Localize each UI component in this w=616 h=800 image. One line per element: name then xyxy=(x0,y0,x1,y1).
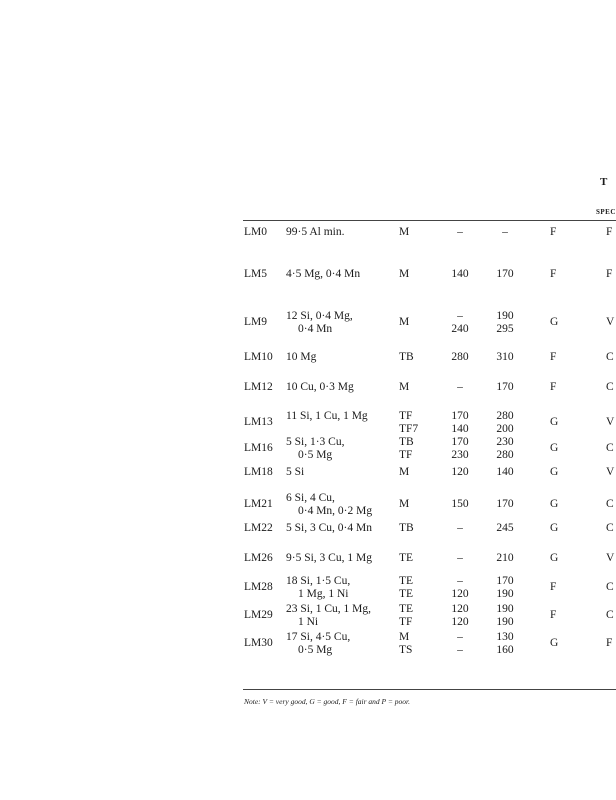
rating-a: G xyxy=(550,498,559,510)
condition-code: M xyxy=(399,268,410,280)
value-b: 280 xyxy=(496,449,514,461)
composition-text: 9·5 Si, 3 Cu, 1 Mg xyxy=(286,552,372,564)
alloy-designation: LM18 xyxy=(244,466,273,478)
condition-code: M xyxy=(399,498,410,510)
condition-code: M xyxy=(399,316,410,328)
rating-b: V xyxy=(606,552,615,564)
value-b: 295 xyxy=(496,323,514,335)
composition-text: 10 Cu, 0·3 Mg xyxy=(286,381,354,393)
condition-code: TE xyxy=(399,603,414,615)
value-b: 170 xyxy=(496,498,514,510)
composition-text: 17 Si, 4·5 Cu, xyxy=(286,631,351,643)
value-a: 140 xyxy=(451,268,469,280)
condition-code: M xyxy=(399,381,410,393)
value-a: 120 xyxy=(451,466,469,478)
rating-a: G xyxy=(550,316,559,328)
value-a: – xyxy=(457,381,463,393)
composition-text: 5 Si, 3 Cu, 0·4 Mn xyxy=(286,522,372,534)
condition-code: TE xyxy=(399,575,414,587)
condition-code: TB xyxy=(399,522,414,534)
composition-text: 18 Si, 1·5 Cu, xyxy=(286,575,351,587)
alloy-designation: LM28 xyxy=(244,581,273,593)
condition-code: TE xyxy=(399,588,414,600)
composition-text: 23 Si, 1 Cu, 1 Mg, xyxy=(286,603,371,615)
value-b: 230 xyxy=(496,436,514,448)
header-rule xyxy=(243,220,616,221)
value-b: 170 xyxy=(496,381,514,393)
condition-code: TF xyxy=(399,410,413,422)
value-a: – xyxy=(457,522,463,534)
rating-a: F xyxy=(550,226,557,238)
value-a: 170 xyxy=(451,410,469,422)
rating-b: C xyxy=(606,522,614,534)
value-a: 140 xyxy=(451,423,469,435)
rating-b: C xyxy=(606,581,614,593)
alloy-designation: LM12 xyxy=(244,381,273,393)
rating-a: G xyxy=(550,416,559,428)
alloy-designation: LM16 xyxy=(244,442,273,454)
composition-text: 0·4 Mn xyxy=(298,323,333,335)
composition-text: 5 Si xyxy=(286,466,305,478)
composition-text: 0·5 Mg xyxy=(298,449,333,461)
composition-text: 99·5 Al min. xyxy=(286,226,345,238)
value-a: 280 xyxy=(451,351,469,363)
value-b: 210 xyxy=(496,552,514,564)
rating-a: G xyxy=(550,522,559,534)
alloy-designation: LM0 xyxy=(244,226,267,238)
value-b: 190 xyxy=(496,588,514,600)
rating-a: G xyxy=(550,552,559,564)
value-a: 120 xyxy=(451,588,469,600)
rating-b: V xyxy=(606,416,615,428)
rating-b: F xyxy=(606,637,613,649)
rating-b: F xyxy=(606,268,613,280)
value-a: – xyxy=(457,644,463,656)
value-a: 150 xyxy=(451,498,469,510)
value-a: 240 xyxy=(451,323,469,335)
composition-text: 0·4 Mn, 0·2 Mg xyxy=(298,505,373,517)
composition-text: 1 Ni xyxy=(298,616,319,628)
value-b: 200 xyxy=(496,423,514,435)
composition-text: 5 Si, 1·3 Cu, xyxy=(286,436,345,448)
value-b: – xyxy=(502,226,508,238)
footer-rule xyxy=(243,689,616,690)
value-a: 170 xyxy=(451,436,469,448)
value-a: 120 xyxy=(451,616,469,628)
value-a: – xyxy=(457,226,463,238)
rating-b: C xyxy=(606,351,614,363)
rating-b: C xyxy=(606,609,614,621)
value-a: – xyxy=(457,631,463,643)
rating-b: C xyxy=(606,442,614,454)
value-b: 190 xyxy=(496,616,514,628)
rating-a: F xyxy=(550,268,557,280)
composition-text: 1 Mg, 1 Ni xyxy=(298,588,349,600)
value-b: 140 xyxy=(496,466,514,478)
value-a: 230 xyxy=(451,449,469,461)
rating-a: F xyxy=(550,381,557,393)
alloy-designation: LM29 xyxy=(244,609,273,621)
composition-text: 10 Mg xyxy=(286,351,317,363)
value-b: 190 xyxy=(496,603,514,615)
condition-code: TF7 xyxy=(399,423,419,435)
rating-b: C xyxy=(606,498,614,510)
condition-code: TB xyxy=(399,436,414,448)
value-a: 120 xyxy=(451,603,469,615)
alloy-designation: LM5 xyxy=(244,268,267,280)
condition-code: TS xyxy=(399,644,413,656)
rating-a: G xyxy=(550,442,559,454)
value-b: 160 xyxy=(496,644,514,656)
alloy-designation: LM22 xyxy=(244,522,273,534)
composition-text: 12 Si, 0·4 Mg, xyxy=(286,310,353,322)
composition-text: 4·5 Mg, 0·4 Mn xyxy=(286,268,361,280)
alloy-designation: LM10 xyxy=(244,351,273,363)
condition-code: TF xyxy=(399,449,413,461)
value-b: 170 xyxy=(496,575,514,587)
value-b: 245 xyxy=(496,522,514,534)
composition-text: 11 Si, 1 Cu, 1 Mg xyxy=(286,410,368,422)
table-title-fragment: T xyxy=(600,176,608,188)
rating-b: V xyxy=(606,466,615,478)
value-a: – xyxy=(457,310,463,322)
value-a: – xyxy=(457,552,463,564)
rating-b: F xyxy=(606,226,613,238)
rating-a: F xyxy=(550,581,557,593)
table-note: Note: V = very good, G = good, F = fair and P = poor. xyxy=(244,697,410,706)
alloy-designation: LM13 xyxy=(244,416,273,428)
value-b: 170 xyxy=(496,268,514,280)
value-b: 130 xyxy=(496,631,514,643)
value-a: – xyxy=(457,575,463,587)
value-b: 310 xyxy=(496,351,514,363)
condition-code: TB xyxy=(399,351,414,363)
condition-code: M xyxy=(399,631,410,643)
composition-text: 6 Si, 4 Cu, xyxy=(286,492,335,504)
condition-code: M xyxy=(399,466,410,478)
rating-a: G xyxy=(550,637,559,649)
rating-a: F xyxy=(550,609,557,621)
alloy-designation: LM21 xyxy=(244,498,273,510)
condition-code: M xyxy=(399,226,410,238)
rating-a: G xyxy=(550,466,559,478)
alloy-designation: LM9 xyxy=(244,316,267,328)
value-b: 280 xyxy=(496,410,514,422)
rating-b: C xyxy=(606,381,614,393)
rating-a: F xyxy=(550,351,557,363)
alloy-designation: LM26 xyxy=(244,552,273,564)
condition-code: TF xyxy=(399,616,413,628)
rating-b: V xyxy=(606,316,615,328)
column-header-fragment: SPEC xyxy=(596,208,616,216)
value-b: 190 xyxy=(496,310,514,322)
composition-text: 0·5 Mg xyxy=(298,644,333,656)
condition-code: TE xyxy=(399,552,414,564)
alloy-designation: LM30 xyxy=(244,637,273,649)
